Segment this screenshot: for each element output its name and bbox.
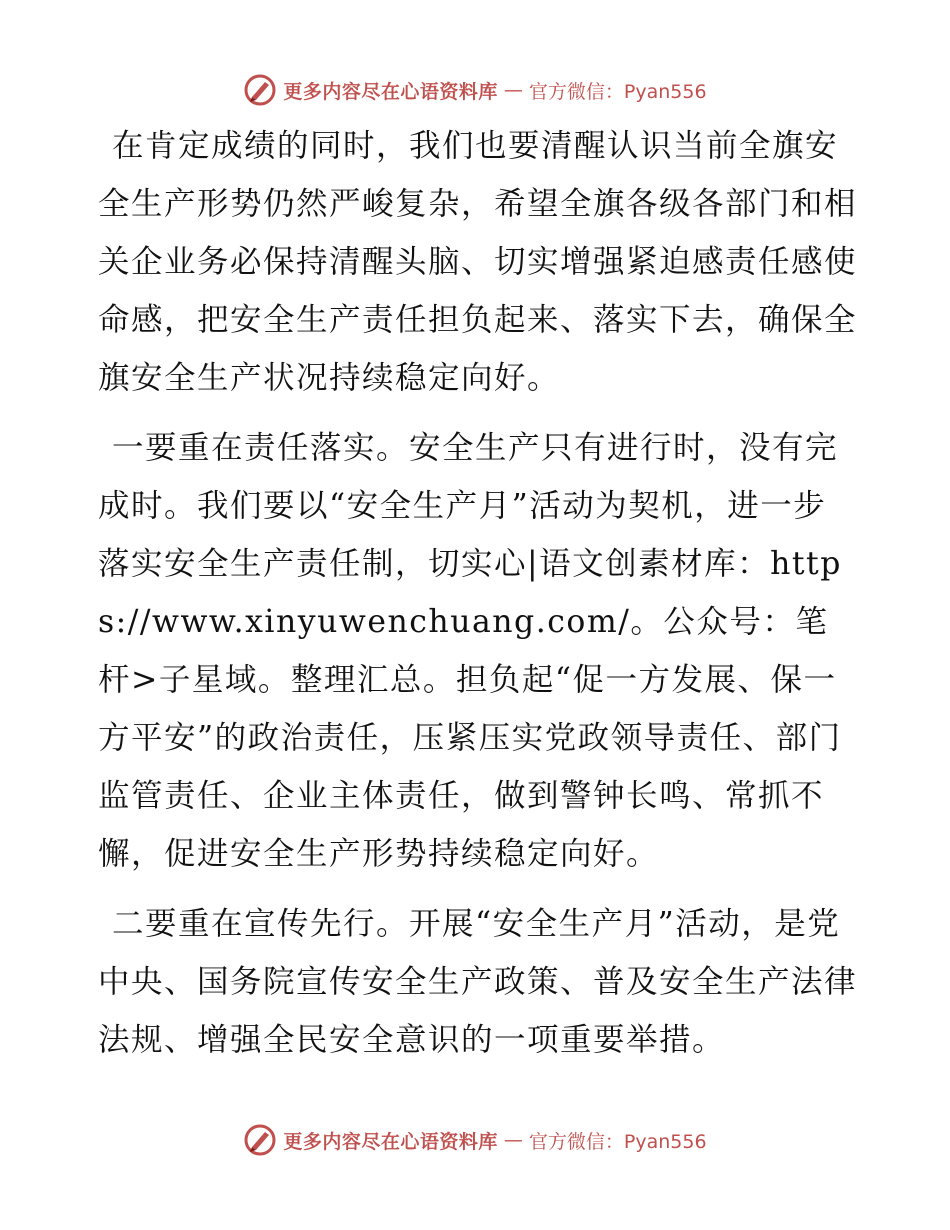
banner-text: 更多内容尽在心语资料库 bbox=[283, 1130, 498, 1153]
header-banner bbox=[0, 70, 950, 110]
banner-wechat: 官方微信：Pyan556 bbox=[528, 80, 707, 103]
paragraph-1: 在肯定成绩的同时，我们也要清醒认识当前全旗安全生产形势仍然严峻复杂，希望全旗各级各部门和相关企业务必保持清醒头脑、切实增强紧迫感责任感使命感，把安全生产责任担负起来、落实下去，确保全旗安全生产状况持续稳定向好。 bbox=[98, 128, 858, 396]
banner-separator: — bbox=[503, 79, 523, 101]
banner-separator: — bbox=[503, 1129, 523, 1151]
paragraph-2: 一要重在责任落实。安全生产只有进行时，没有完成时。我们要以“安全生产月”活动为契机，进一步落实安全生产责任制，切实心|语文创素材库：https://www.xinyuwenchuang.com/。公众号：笔杆>子星域。整理汇总。担负起“促一方发展、保一方平安”的政治责任，压紧压实党政领导责任、部门监管责任、企业主体责任，做到警钟长鸣、常抓不懈，促进安全生产形势持续稳定向好。 bbox=[98, 430, 842, 872]
pen-logo-icon bbox=[243, 73, 277, 107]
banner-wechat: 官方微信：Pyan556 bbox=[528, 1130, 707, 1153]
footer-banner bbox=[0, 1120, 950, 1160]
banner-text: 更多内容尽在心语资料库 bbox=[283, 80, 498, 103]
document-body bbox=[98, 117, 858, 1081]
pen-logo-icon bbox=[243, 1123, 277, 1157]
paragraph-3: 二要重在宣传先行。开展“安全生产月”活动，是党中央、国务院宣传安全生产政策、普及安全生产法律法规、增强全民安全意识的一项重要举措。 bbox=[98, 906, 858, 1058]
